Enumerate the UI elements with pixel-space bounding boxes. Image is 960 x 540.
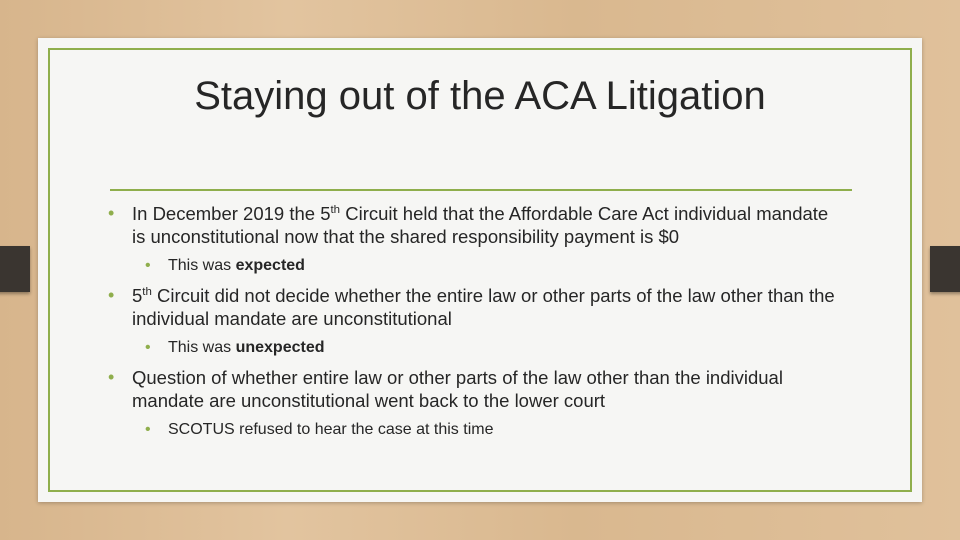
bullet-item-3 — [108, 366, 838, 412]
sub-bullet-2-bold: unexpected — [235, 339, 325, 356]
bullet-dot-icon: • — [145, 257, 151, 274]
right-binder-tab — [930, 246, 960, 292]
sub-bullet-item-3 — [108, 419, 838, 441]
bullet-3-text: Question of whether entire law or other parts of the law other than the individual mandate are unconstitutional went back to the lower court — [132, 367, 783, 411]
slide-title: Staying out of the ACA Litigation — [194, 74, 766, 118]
bullet-dot-icon: • — [145, 339, 151, 356]
sub-bullet-2-text: This was — [168, 339, 236, 356]
bullet-1-text-pre: In December 2019 the 5 — [132, 203, 331, 224]
bullet-list — [108, 202, 838, 448]
bullet-dot-icon: • — [108, 367, 115, 387]
bullet-dot-icon: • — [108, 285, 115, 305]
left-binder-tab — [0, 246, 30, 292]
sub-bullet-1-bold: expected — [235, 257, 305, 274]
bullet-2-text-post: Circuit did not decide whether the entire law or other parts of the law other than the individual mandate are unconstitutional — [132, 285, 835, 329]
bullet-dot-icon: • — [145, 421, 151, 438]
bullet-item-1 — [108, 202, 838, 248]
sub-bullet-item-2 — [108, 337, 838, 359]
bullet-2-text-pre: 5 — [132, 285, 143, 306]
bullet-1-sup: th — [330, 204, 341, 217]
sub-bullet-1-text: This was — [168, 257, 236, 274]
title-divider — [110, 189, 852, 191]
bullet-item-2 — [108, 284, 838, 330]
bullet-dot-icon: • — [108, 203, 115, 223]
sub-bullet-item-1 — [108, 255, 838, 277]
bullet-1-text-post: Circuit held that the Affordable Care Act individual mandate is unconstitutional now that the shared responsibility payment is $0 — [132, 203, 829, 247]
bullet-2-sup: th — [142, 286, 152, 299]
sub-bullet-3-text: SCOTUS refused to hear the case at this time — [168, 421, 494, 438]
